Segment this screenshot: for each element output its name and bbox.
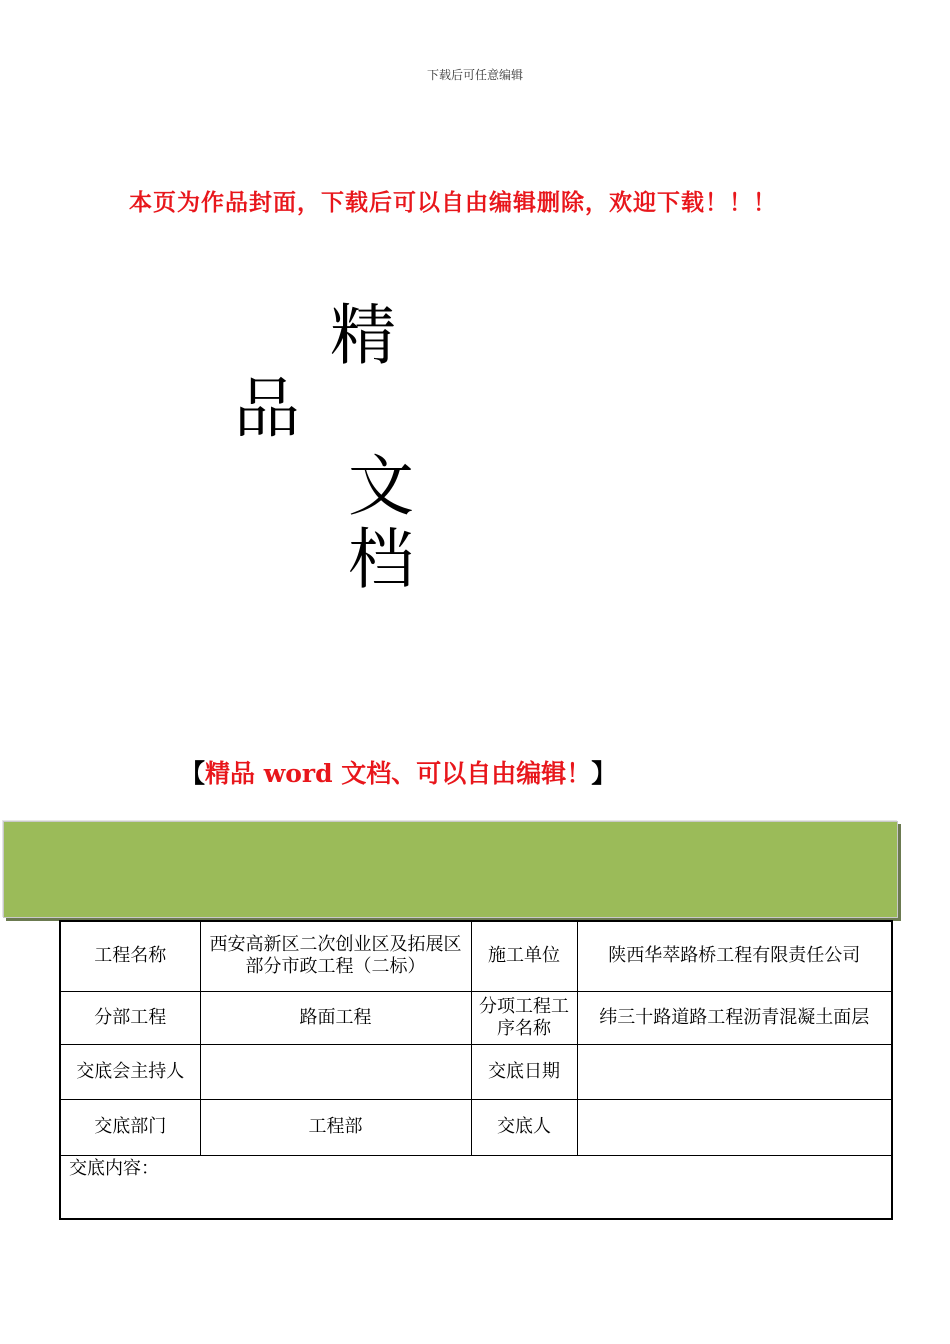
open-bracket: 【 (180, 759, 206, 788)
green-banner (3, 821, 898, 918)
cover-title-char-2: 品 (234, 370, 300, 447)
table-cell-label: 分部工程 (60, 991, 200, 1044)
disclosure-table (59, 920, 893, 1220)
table-cell-label: 交底部门 (60, 1099, 200, 1155)
table-cell-value: 陕西华萃路桥工程有限责任公司 (577, 921, 892, 991)
page-header-note: 下载后可任意编辑 (426, 68, 523, 82)
disclosure-content-label: 交底内容： (60, 1155, 892, 1219)
cover-notice: 本页为作品封面，下载后可以自由编辑删除，欢迎下载！！！ (129, 190, 777, 216)
table-row (60, 1099, 892, 1155)
table-row (60, 921, 892, 991)
editable-note (180, 754, 616, 790)
table-cell-value (577, 1099, 892, 1155)
table-cell-value: 西安高新区二次创业区及拓展区部分市政工程（二标） (200, 921, 471, 991)
table-cell-label: 交底会主持人 (60, 1044, 200, 1099)
table-cell-value: 纬三十路道路工程沥青混凝土面层 (577, 991, 892, 1044)
table-row (60, 1155, 892, 1219)
table-cell-value: 路面工程 (200, 991, 471, 1044)
editable-note-text: 精品 word 文档、可以自由编辑！ (205, 759, 592, 788)
table-cell-label: 施工单位 (471, 921, 577, 991)
cover-title-char-4: 档 (348, 521, 414, 598)
table-cell-label: 交底日期 (471, 1044, 577, 1099)
table-row (60, 1044, 892, 1099)
cover-title-char-1: 精 (330, 297, 396, 374)
table-cell-label: 分项工程工序名称 (471, 991, 577, 1044)
table-cell-label: 工程名称 (60, 921, 200, 991)
table-cell-value (200, 1044, 471, 1099)
table-cell-label: 交底人 (471, 1099, 577, 1155)
table-cell-value: 工程部 (200, 1099, 471, 1155)
table-cell-value (577, 1044, 892, 1099)
table-row (60, 991, 892, 1044)
cover-title-char-3: 文 (348, 448, 414, 525)
close-bracket: 】 (591, 759, 617, 788)
